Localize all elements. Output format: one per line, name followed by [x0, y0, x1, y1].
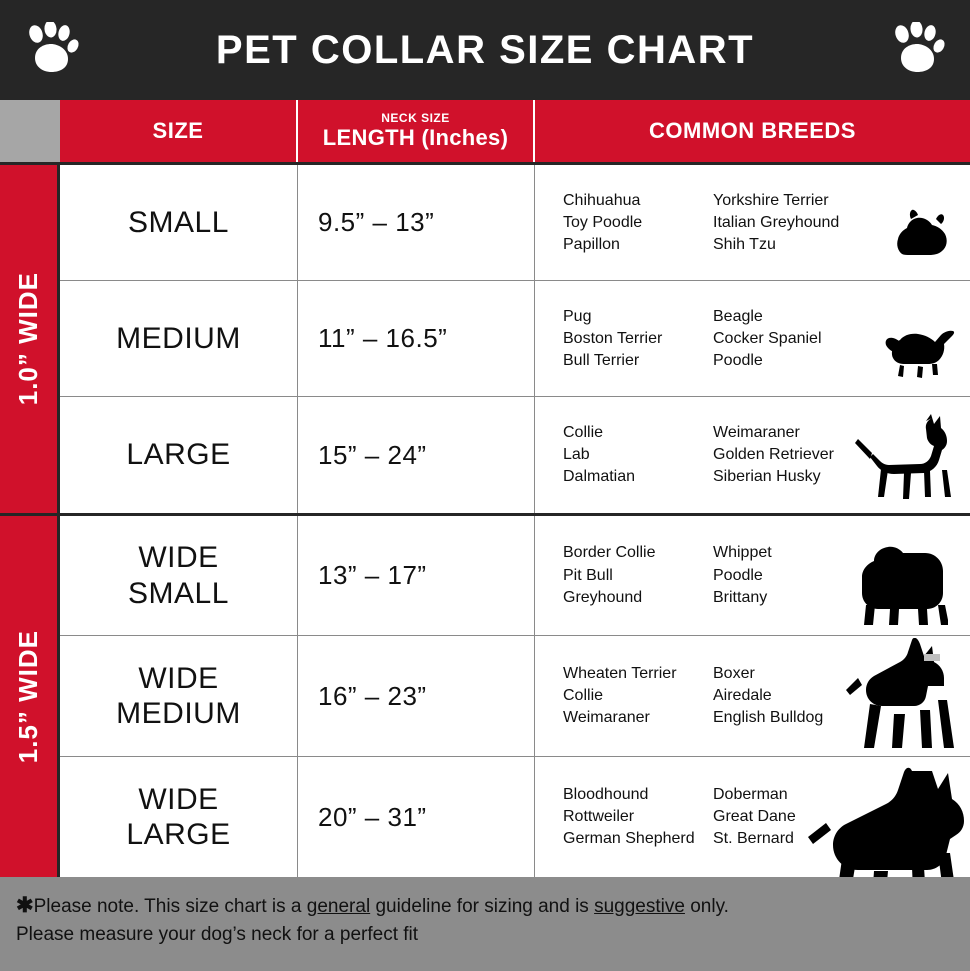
- breed-item: Yorkshire Terrier: [713, 191, 829, 209]
- breed-item: Poodle: [713, 351, 763, 369]
- group-1-5-wide: [0, 513, 970, 877]
- paw-icon: [888, 22, 948, 78]
- breed-column-2: [713, 190, 873, 256]
- row-size-line1: WIDE: [138, 661, 219, 695]
- table-body: [0, 162, 970, 877]
- breed-column-1: [563, 542, 713, 608]
- row-size: [60, 516, 298, 636]
- breed-column-1: [563, 190, 713, 256]
- row-size: [60, 165, 298, 280]
- breed-item: Shih Tzu: [713, 235, 776, 253]
- breed-column-2: [713, 422, 873, 488]
- asterisk-icon: ✱: [16, 894, 34, 917]
- table-row: [60, 165, 970, 281]
- size-table: [0, 100, 970, 877]
- footer-note: [0, 877, 970, 971]
- breed-item: Poodle: [713, 566, 763, 584]
- breed-item: German Shepherd: [563, 830, 695, 848]
- row-breeds: [535, 281, 970, 396]
- row-size-line2: SMALL: [128, 576, 229, 610]
- breed-item: Toy Poodle: [563, 213, 643, 231]
- breed-item: Rottweiler: [563, 808, 635, 826]
- breed-item: Collie: [563, 423, 604, 441]
- group-rows-1: [60, 165, 970, 513]
- breed-item: Weimaraner: [713, 423, 800, 441]
- breed-column-2: [713, 306, 873, 372]
- breed-column-2: [713, 663, 873, 729]
- header-corner-spacer: [0, 100, 60, 162]
- row-size: [60, 636, 298, 756]
- paw-icon: [22, 22, 82, 78]
- row-size-line1: SMALL: [128, 205, 229, 239]
- pomeranian-silhouette-icon: [890, 206, 960, 266]
- page-title: PET COLLAR SIZE CHART: [215, 27, 755, 72]
- breed-item: Whippet: [713, 544, 772, 562]
- breed-item: Greyhound: [563, 588, 643, 606]
- breed-item: Great Dane: [713, 808, 796, 826]
- column-header-common-breeds: COMMON BREEDS: [535, 100, 970, 162]
- breed-item: Bull Terrier: [563, 351, 640, 369]
- breed-column-1: [563, 663, 713, 729]
- row-length: 9.5” – 13”: [298, 165, 535, 280]
- breed-item: English Bulldog: [713, 709, 824, 727]
- group-rail-label-1: [0, 165, 60, 513]
- breed-column-2: [713, 784, 873, 850]
- row-size: [60, 397, 298, 512]
- beagle-silhouette-icon: [870, 318, 966, 380]
- breed-item: Cocker Spaniel: [713, 329, 822, 347]
- row-length: 20” – 31”: [298, 757, 535, 877]
- breed-column-1: [563, 306, 713, 372]
- row-breeds: [535, 636, 970, 756]
- group-1-0-wide: [0, 162, 970, 513]
- footer-line-2: Please measure your dog’s neck for a perfect fit: [16, 924, 419, 946]
- column-header-length-label: LENGTH (Inches): [322, 124, 509, 150]
- row-breeds: [535, 397, 970, 512]
- table-row: [60, 281, 970, 397]
- row-breeds: [535, 516, 970, 636]
- breed-item: Siberian Husky: [713, 468, 821, 486]
- breed-item: Italian Greyhound: [713, 213, 840, 231]
- column-header-size: SIZE: [60, 100, 298, 162]
- breed-item: Pit Bull: [563, 566, 613, 584]
- row-size-line2: MEDIUM: [116, 697, 241, 731]
- breed-item: Chihuahua: [563, 191, 641, 209]
- page-header: [0, 0, 970, 100]
- breed-item: Brittany: [713, 588, 768, 606]
- breed-item: Border Collie: [563, 544, 656, 562]
- breed-item: Airedale: [713, 687, 772, 705]
- breed-item: Boxer: [713, 665, 755, 683]
- breed-item: Papillon: [563, 235, 620, 253]
- column-header-neck-length: [298, 100, 535, 162]
- breed-item: Wheaten Terrier: [563, 665, 677, 683]
- group-rail-label-2: [0, 516, 60, 877]
- row-size: [60, 757, 298, 877]
- rail-text: 1.5” WIDE: [13, 629, 43, 763]
- row-breeds: [535, 165, 970, 280]
- breed-item: Lab: [563, 446, 590, 464]
- breed-column-2: [713, 542, 873, 608]
- footer-emphasis-suggestive: suggestive: [594, 896, 685, 917]
- breed-item: Pug: [563, 307, 592, 325]
- row-size-line1: WIDE: [138, 541, 219, 575]
- row-size-line1: MEDIUM: [116, 322, 241, 356]
- breed-item: Golden Retriever: [713, 446, 834, 464]
- table-row: [60, 516, 970, 637]
- rail-text: 1.0” WIDE: [13, 272, 43, 406]
- footer-text-a: Please note. This size chart is a: [33, 896, 307, 917]
- row-size: [60, 281, 298, 396]
- table-header-row: [0, 100, 970, 162]
- breed-item: Weimaraner: [563, 709, 650, 727]
- group-rows-2: [60, 516, 970, 877]
- table-row: [60, 397, 970, 512]
- row-length: 11” – 16.5”: [298, 281, 535, 396]
- breed-item: Dalmatian: [563, 468, 636, 486]
- row-size-line1: WIDE: [138, 782, 219, 816]
- table-row: [60, 636, 970, 757]
- breed-column-1: [563, 422, 713, 488]
- breed-item: Beagle: [713, 307, 763, 325]
- table-row: [60, 757, 970, 877]
- row-length: 15” – 24”: [298, 397, 535, 512]
- footer-emphasis-general: general: [306, 896, 371, 917]
- row-size-line2: LARGE: [126, 818, 231, 852]
- footer-text-b: guideline for sizing and is: [370, 896, 595, 917]
- breed-item: St. Bernard: [713, 830, 794, 848]
- row-length: 16” – 23”: [298, 636, 535, 756]
- breed-item: Bloodhound: [563, 786, 649, 804]
- breed-item: Collie: [563, 687, 604, 705]
- breed-item: Doberman: [713, 786, 788, 804]
- breed-column-1: [563, 784, 713, 850]
- row-length: 13” – 17”: [298, 516, 535, 636]
- breed-item: Boston Terrier: [563, 329, 663, 347]
- row-size-line1: LARGE: [126, 438, 231, 472]
- row-breeds: [535, 757, 970, 877]
- footer-text-c: only.: [684, 896, 729, 917]
- footer-line-1: [16, 891, 954, 921]
- column-header-neck-size-label: NECK SIZE: [381, 110, 450, 125]
